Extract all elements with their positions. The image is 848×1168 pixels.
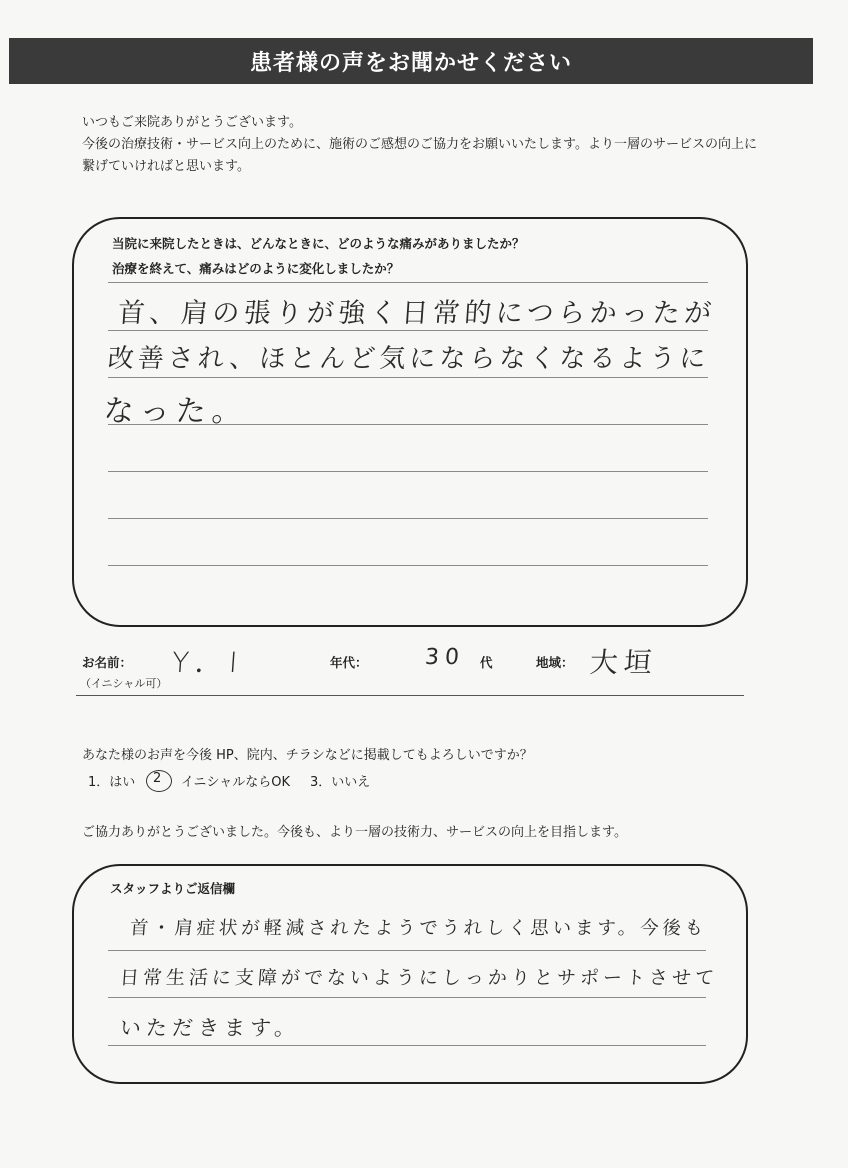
age-label: 年代： xyxy=(330,655,368,670)
staff-reply-line: いただきます。 xyxy=(119,1016,302,1040)
ruled-line xyxy=(108,1045,706,1046)
consent-question: あなた様のお声を今後 HP、院内、チラシなどに掲載してもよろしいですか？ xyxy=(82,748,533,763)
handwritten-answer-line: 首、肩の張りが強く日常的につらかったが xyxy=(116,298,717,329)
age-value: 30 xyxy=(424,645,466,670)
divider xyxy=(76,695,744,696)
ruled-line xyxy=(108,282,708,283)
consent-option-yes: 1．はい xyxy=(88,775,136,790)
age-unit: 代 xyxy=(480,655,493,670)
name-value: Y．I xyxy=(170,646,245,679)
consent-option-number: 2 xyxy=(153,771,162,786)
survey-question-2: 治療を終えて、痛みはどのように変化しましたか？ xyxy=(112,261,400,276)
handwritten-answer-line: なった。 xyxy=(102,394,249,429)
ruled-line xyxy=(108,950,706,951)
name-label: お名前： xyxy=(82,655,133,670)
intro-line: 繋げていければと思います。 xyxy=(82,159,250,174)
ruled-line xyxy=(108,377,708,378)
region-value: 大垣 xyxy=(588,646,660,679)
ruled-line xyxy=(108,330,708,331)
consent-option-no: 3．いいえ xyxy=(310,775,371,790)
staff-reply-title: スタッフよりご返信欄 xyxy=(110,881,236,896)
staff-reply-line: 日常生活に支障がでないようにしっかりとサポートさせて xyxy=(119,967,719,989)
page-title: 患者様の声をお聞かせください xyxy=(249,50,572,76)
intro-line: 今後の治療技術・サービス向上のために、施術のご感想のご協力をお願いいたします。より一層のサービスの向上に xyxy=(82,137,757,152)
ruled-line xyxy=(108,565,708,566)
region-label: 地域： xyxy=(536,655,574,670)
intro-line: いつもご来院ありがとうございます。 xyxy=(82,115,302,130)
ruled-line xyxy=(108,518,708,519)
intro-text xyxy=(82,112,782,178)
handwritten-answer-line: 改善され、ほとんど気にならなくなるように xyxy=(106,344,711,374)
ruled-line xyxy=(108,471,708,472)
staff-reply-line: 首・肩症状が軽減されたようでうれしく思います。今後も xyxy=(129,918,708,939)
survey-question-1: 当院に来院したときは、どんなときに、どのような痛みがありましたか？ xyxy=(112,236,525,251)
thanks-text: ご協力ありがとうございました。今後も、より一層の技術力、サービスの向上を目指します。 xyxy=(82,825,627,840)
name-note: （イニシャル可） xyxy=(80,677,168,690)
ruled-line xyxy=(108,997,706,998)
page-title-banner xyxy=(9,38,813,84)
consent-option-initials: イニシャルならOK xyxy=(181,775,290,790)
